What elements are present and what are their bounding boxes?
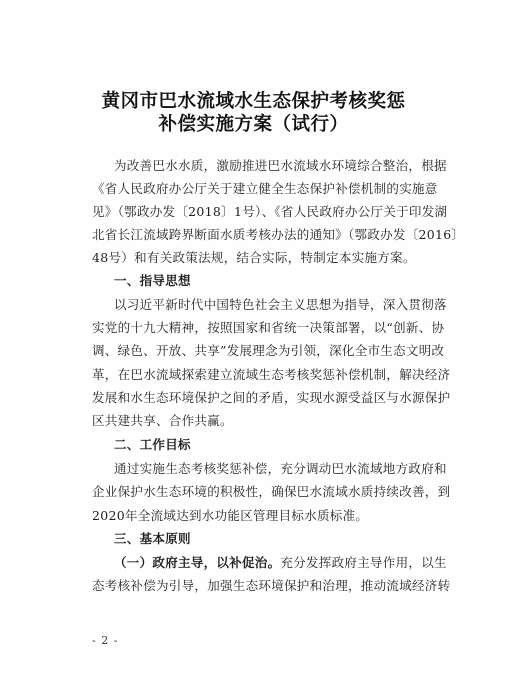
principle1-line: [114, 555, 464, 571]
section1-line: 以习近平新时代中国特色社会主义思想为指导，深入贯彻落: [114, 297, 447, 312]
section1-line: 区共建共享、合作共赢。: [92, 413, 233, 428]
document-title-line2: 补偿实施方案（试行）: [158, 114, 349, 135]
section2-line: 通过实施生态考核奖惩补偿，充分调动巴水流域地方政府和: [114, 461, 447, 476]
section-heading-guiding-ideology: 一、指导思想: [114, 273, 191, 288]
section-heading-work-goals: 二、工作目标: [114, 437, 191, 452]
intro-line: 48号）和有关政策法规，结合实际，特制定本实施方案。: [92, 250, 416, 265]
section2-line: 2020年全流域达到水功能区管理目标水质标准。: [92, 508, 369, 523]
document-title-line1: 黄冈市巴水流域水生态保护考核奖惩: [101, 91, 406, 112]
principle1-bold: （一）政府主导，以补促治。: [114, 555, 281, 570]
principle1-line2: 态考核补偿为引导，加强生态环境保护和治理，推动流域经济转: [92, 578, 451, 593]
intro-line: 见》（鄂政办发〔2018〕1号）、《省人民政府办公厅关于印发湖: [92, 204, 448, 219]
section1-line: 调、绿色、开放、共享”发展理念为引领，深化全市生态文明改: [92, 343, 445, 358]
section1-line: 实党的十九大精神，按照国家和省统一决策部署，以“创新、协: [92, 320, 445, 335]
principle1-rest: 充分发挥政府主导作用，以生: [280, 555, 447, 570]
section1-line: 发展和水生态环境保护之间的矛盾，实现水源受益区与水源保护: [92, 390, 451, 405]
section-heading-basic-principles: 三、基本原则: [114, 531, 191, 546]
intro-line: 《省人民政府办公厅关于建立健全生态保护补偿机制的实施意: [92, 181, 438, 196]
intro-line: 为改善巴水水质，激励推进巴水流域水环境综合整治，根据: [114, 158, 447, 173]
section1-line: 革，在巴水流域探索建立流域生态考核奖惩补偿机制，解决经济: [92, 367, 451, 382]
page-number: - 2 -: [92, 634, 119, 647]
intro-line: 北省长江流域跨界断面水质考核办法的通知》（鄂政办发〔2016〕: [92, 227, 465, 242]
section2-line: 企业保护水生态环境的积极性，确保巴水流域水质持续改善，到: [92, 484, 451, 499]
